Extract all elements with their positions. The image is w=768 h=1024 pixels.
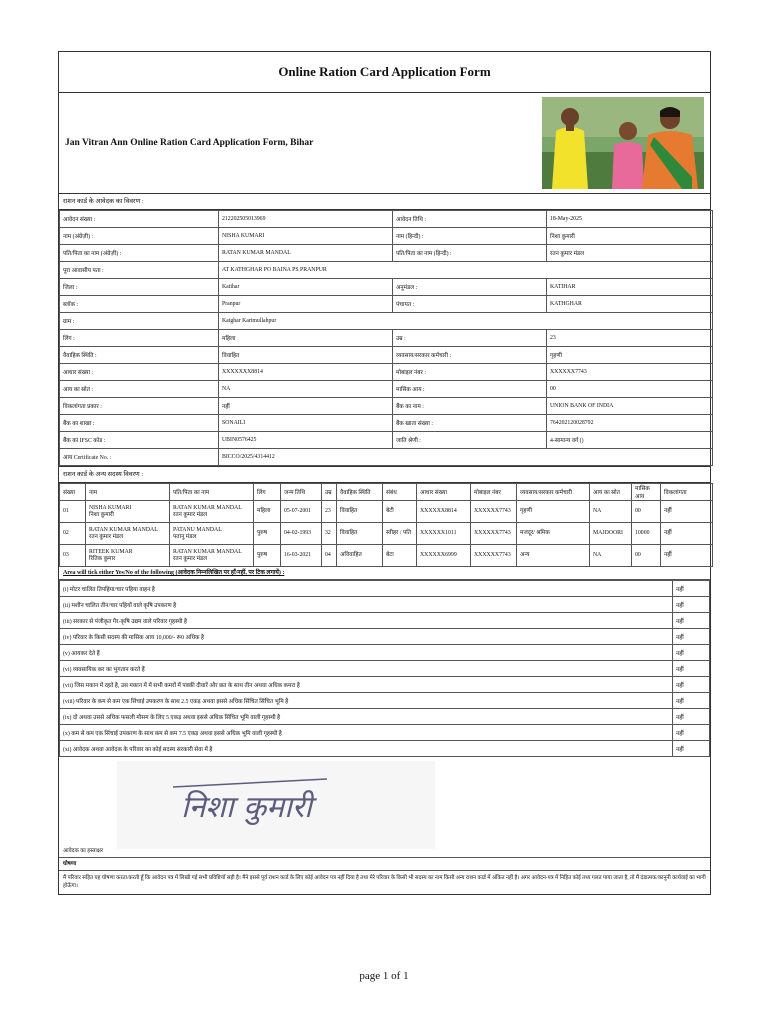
- field-label: बैंक खाता संख्या :: [393, 415, 547, 432]
- condition-answer: नहीं: [673, 677, 710, 693]
- member-name-hi: रतन कुमार मंडल: [89, 533, 124, 540]
- field-value: 212202505013969: [219, 211, 393, 228]
- member-name-hi: निशा कुमारी: [89, 511, 114, 518]
- field-label: लिंग :: [60, 330, 219, 347]
- form-header: [59, 93, 710, 194]
- field-label: नाम (अंग्रेज़ी) :: [60, 228, 219, 245]
- member-cell-relation: स्वीहर / पति: [383, 523, 417, 545]
- field-label: आय Certificate No. :: [60, 449, 219, 466]
- member-cell-marital: विवाहित: [337, 523, 383, 545]
- member-name-hi: रितिक कुमार: [89, 555, 116, 562]
- member-row: [60, 523, 713, 545]
- field-label: पूरा आवासीय पता :: [60, 262, 219, 279]
- applicant-row: [60, 262, 713, 279]
- members-header-cell: संबंध: [383, 484, 417, 501]
- condition-answer: नहीं: [673, 581, 710, 597]
- condition-row: [60, 725, 710, 741]
- member-name-en: RATAN KUMAR MANDAL: [89, 526, 158, 533]
- condition-question: (i) मोटर चालित तिपहिया/चार पहिया वाहन है: [60, 581, 673, 597]
- member-cell-income: 10000: [632, 523, 661, 545]
- condition-answer: नहीं: [673, 661, 710, 677]
- field-value: 764202120028792: [547, 415, 713, 432]
- field-label: ब्लॉक :: [60, 296, 219, 313]
- field-value: UBIN0576425: [219, 432, 393, 449]
- members-header-cell: जन्म तिथि: [281, 484, 322, 501]
- condition-answer: नहीं: [673, 693, 710, 709]
- members-header-cell: आय का स्रोत: [590, 484, 632, 501]
- condition-row: [60, 597, 710, 613]
- field-value: 18-May-2025: [547, 211, 713, 228]
- member-cell-dob: 16-03-2021: [281, 545, 322, 567]
- field-value: Pranpur: [219, 296, 393, 313]
- members-table: [59, 483, 713, 567]
- field-label: पति/पिता का नाम (अंग्रेज़ी) :: [60, 245, 219, 262]
- member-cell-income-src: MAJDOORI: [590, 523, 632, 545]
- members-header-cell: मासिक आय: [632, 484, 661, 501]
- condition-row: [60, 645, 710, 661]
- condition-question: (vii) जिस मकान में रहते है, उस मकान में में सभी कमरों में पक्की दीवारें और छत के साथ तीन अथवा अधिक कमरा है: [60, 677, 673, 693]
- member-cell-father: [170, 545, 254, 567]
- members-header-cell: उम्र: [322, 484, 337, 501]
- members-header-cell: संख्या: [60, 484, 86, 501]
- applicant-row: [60, 415, 713, 432]
- condition-question: (ix) दो अथवा उससे अधिक फसली मौसम के लिए 5 एकड़ अथवा इससे अधिक सिंचित भूमि वाली गृहस्थी है: [60, 709, 673, 725]
- signature-script: निशा कुमारी: [181, 790, 312, 825]
- member-cell-name: [86, 545, 170, 567]
- members-header-cell: आधार संख्या: [417, 484, 471, 501]
- applicant-row: [60, 449, 713, 466]
- condition-question: (iv) परिवार के किसी सदस्य की मासिक आय 10,000/- रू0 अधिक है: [60, 629, 673, 645]
- field-value: महिला: [219, 330, 393, 347]
- members-header-cell: विकलांगता: [661, 484, 713, 501]
- member-cell-aadhaar: XXXXXX8814: [417, 501, 471, 523]
- field-value: KATHGHAR: [547, 296, 713, 313]
- signature-label: आवेदक का हस्ताक्षर: [63, 848, 104, 854]
- member-cell-dob: 05-07-2001: [281, 501, 322, 523]
- condition-answer: नहीं: [673, 645, 710, 661]
- member-cell-disability: नहीं: [661, 545, 713, 567]
- member-cell-mobile: XXXXXX7743: [471, 545, 517, 567]
- condition-answer: नहीं: [673, 597, 710, 613]
- member-father-en: RATAN KUMAR MANDAL: [173, 504, 242, 511]
- field-value: AT KATHGHAR PO BAINA PS PRANPUR: [219, 262, 713, 279]
- member-row: [60, 501, 713, 523]
- field-label: बैंक का IFSC कोड :: [60, 432, 219, 449]
- member-cell-aadhaar: XXXXXX6999: [417, 545, 471, 567]
- member-name-en: RITEEK KUMAR: [89, 548, 133, 555]
- members-header-cell: व्यवसाय/सरकार कर्मचारी: [517, 484, 590, 501]
- member-cell-father: [170, 501, 254, 523]
- applicant-row: [60, 228, 713, 245]
- member-cell-age: 04: [322, 545, 337, 567]
- member-cell-disability: नहीं: [661, 501, 713, 523]
- member-cell-no: 03: [60, 545, 86, 567]
- member-cell-marital: विवाहित: [337, 501, 383, 523]
- field-label: बैंक का नाम :: [393, 398, 547, 415]
- field-label: वैवाहिक स्थिति :: [60, 347, 219, 364]
- field-value: RATAN KUMAR MANDAL: [219, 245, 393, 262]
- field-value: रतन कुमार मंडल: [547, 245, 713, 262]
- field-label: पंचायत :: [393, 296, 547, 313]
- member-cell-dob: 04-02-1993: [281, 523, 322, 545]
- applicant-row: [60, 398, 713, 415]
- page-number: page 1 of 1: [359, 970, 409, 982]
- condition-question: (vi) व्यवसायिक कर का भुगतान करते हैं: [60, 661, 673, 677]
- field-label: अनुमंडल :: [393, 279, 547, 296]
- condition-row: [60, 581, 710, 597]
- field-value: KATIHAR: [547, 279, 713, 296]
- condition-row: [60, 661, 710, 677]
- field-value: निशा कुमारी: [547, 228, 713, 245]
- member-cell-no: 01: [60, 501, 86, 523]
- field-label: नाम (हिन्दी) :: [393, 228, 547, 245]
- member-cell-mobile: XXXXXX7743: [471, 501, 517, 523]
- condition-question: (x) कम से कम एक सिंचाई उपकरण के साथ कम से कम 7.5 एकड़ अथवा इससे अधिक भूमि वाली गृहस्थी है: [60, 725, 673, 741]
- members-header-cell: पति/पिता का नाम: [170, 484, 254, 501]
- condition-question: (v) आयकर देते हैं: [60, 645, 673, 661]
- member-cell-age: 32: [322, 523, 337, 545]
- applicant-section-title: राशन कार्ड के आवेदक का विवरण :: [59, 194, 710, 210]
- signature-area: [59, 757, 710, 858]
- form-subtitle: Jan Vitran Ann Online Ration Card Application Form, Bihar: [65, 138, 314, 148]
- member-cell-father: [170, 523, 254, 545]
- application-form: [58, 51, 711, 895]
- applicant-row: [60, 330, 713, 347]
- form-title: Online Ration Card Application Form: [59, 52, 710, 93]
- field-value: 4-सामान्य वर्ग (): [547, 432, 713, 449]
- applicant-details-table: [59, 210, 713, 466]
- field-value: 00: [547, 381, 713, 398]
- member-father-hi: रतन कुमार मंडल: [173, 511, 208, 518]
- family-photo-image: [542, 97, 704, 189]
- field-value: Katghar Karimullahpur: [219, 313, 713, 330]
- field-label: आवेदन तिथि :: [393, 211, 547, 228]
- member-cell-relation: बेटा: [383, 545, 417, 567]
- field-value: Katihar: [219, 279, 393, 296]
- member-row: [60, 545, 713, 567]
- field-label: व्यवसाय/सरकार कर्मचारी :: [393, 347, 547, 364]
- condition-question: (xi) आवेदक अथवा आवेदक के परिवार का कोई सदस्य सरकारी सेवा में है: [60, 741, 673, 757]
- condition-answer: नहीं: [673, 741, 710, 757]
- condition-question: (viii) परिवार के कम से कम एक सिंचाई उपकरण के साथ 2.5 एकड़ अथवा इससे अधिक सिंचित सिंचित भूमि है: [60, 693, 673, 709]
- field-label: बैंक का शाखा :: [60, 415, 219, 432]
- member-cell-income-src: NA: [590, 501, 632, 523]
- member-cell-occupation: मजदूर/ श्रमिक: [517, 523, 590, 545]
- field-label: उम्र :: [393, 330, 547, 347]
- field-label: ग्राम :: [60, 313, 219, 330]
- condition-answer: नहीं: [673, 613, 710, 629]
- field-value: विवाहित: [219, 347, 393, 364]
- applicant-row: [60, 432, 713, 449]
- declaration-title: घोषणा: [59, 858, 710, 871]
- signature-image: [117, 761, 435, 849]
- field-value: XXXXXX7743: [547, 364, 713, 381]
- field-label: पति/पिता का नाम (हिन्दी) :: [393, 245, 547, 262]
- member-name-en: NISHA KUMARI: [89, 504, 132, 511]
- condition-row: [60, 613, 710, 629]
- member-cell-no: 02: [60, 523, 86, 545]
- member-father-hi: रतन कुमार मंडल: [173, 555, 208, 562]
- field-label: आवेदन संख्या :: [60, 211, 219, 228]
- condition-question: (ii) मशीन चालित तीन/चार पहियों वाले कृषि उपकरण है: [60, 597, 673, 613]
- condition-question: (iii) सरकार से पंजीकृत गैर-कृषि उद्यम वाले परिवार गृहस्थी है: [60, 613, 673, 629]
- member-cell-gender: पुरुष: [254, 545, 281, 567]
- member-cell-disability: नहीं: [661, 523, 713, 545]
- field-label: मोबाइल नंबर :: [393, 364, 547, 381]
- field-value: NISHA KUMARI: [219, 228, 393, 245]
- applicant-row: [60, 313, 713, 330]
- condition-row: [60, 629, 710, 645]
- member-cell-age: 23: [322, 501, 337, 523]
- member-cell-aadhaar: XXXXXX1011: [417, 523, 471, 545]
- condition-answer: नहीं: [673, 629, 710, 645]
- field-label: मासिक आय :: [393, 381, 547, 398]
- condition-row: [60, 741, 710, 757]
- member-cell-income: 00: [632, 501, 661, 523]
- field-value: UNION BANK OF INDIA: [547, 398, 713, 415]
- field-value: NA: [219, 381, 393, 398]
- members-section-title: राशन कार्ड के अन्य सदस्य विवरण :: [59, 466, 710, 483]
- member-cell-gender: महिला: [254, 501, 281, 523]
- condition-row: [60, 709, 710, 725]
- member-cell-occupation: गृहणी: [517, 501, 590, 523]
- condition-answer: नहीं: [673, 709, 710, 725]
- member-father-en: RATAN KUMAR MANDAL: [173, 548, 242, 555]
- field-value: नहीं: [219, 398, 393, 415]
- signature-drawing: [117, 761, 435, 849]
- field-label: आधार संख्या :: [60, 364, 219, 381]
- field-value: 23: [547, 330, 713, 347]
- field-label: आय का स्रोत :: [60, 381, 219, 398]
- applicant-row: [60, 347, 713, 364]
- member-cell-income: 00: [632, 545, 661, 567]
- applicant-row: [60, 211, 713, 228]
- member-cell-mobile: XXXXXX7743: [471, 523, 517, 545]
- member-father-hi: पतानु मंडल: [173, 533, 197, 540]
- member-father-en: PATANU MANDAL: [173, 526, 222, 533]
- members-header-cell: मोबाइल नंबर: [471, 484, 517, 501]
- member-cell-income-src: NA: [590, 545, 632, 567]
- conditions-table: [59, 580, 710, 757]
- member-cell-name: [86, 523, 170, 545]
- field-label: जिला :: [60, 279, 219, 296]
- conditions-title: Area will tick either Yes/No of the following (आवेदक निम्नलिखित पर हाँ/नहीं, पर टिक लगायें) :: [59, 567, 710, 580]
- member-cell-marital: अविवाहित: [337, 545, 383, 567]
- field-label: जाति श्रेणी :: [393, 432, 547, 449]
- field-value: गृहणी: [547, 347, 713, 364]
- member-cell-occupation: अन्य: [517, 545, 590, 567]
- applicant-row: [60, 381, 713, 398]
- applicant-family-photo: [542, 97, 704, 189]
- applicant-row: [60, 364, 713, 381]
- member-cell-relation: बेटी: [383, 501, 417, 523]
- condition-row: [60, 677, 710, 693]
- applicant-row: [60, 296, 713, 313]
- members-header-cell: लिंग: [254, 484, 281, 501]
- members-header-cell: नाम: [86, 484, 170, 501]
- applicant-row: [60, 279, 713, 296]
- condition-answer: नहीं: [673, 725, 710, 741]
- member-cell-gender: पुरुष: [254, 523, 281, 545]
- field-value: SONAILI: [219, 415, 393, 432]
- field-value: BICCO/2025/4314412: [219, 449, 713, 466]
- field-value: XXXXXXX8814: [219, 364, 393, 381]
- declaration-text: मैं परिवार सहित यह घोषणा करता/करती हूँ कि आवेदन पत्र में लिखी गई सभी प्रविष्टियाँ सही है। मैंने इससे पूर्व राशन कार्ड के लिए कोई आवेदन पत्र नहीं दिया है तथा मेरे परिवार के किसी भी सदस्य का नाम किसी अन्य राशन कार्ड में अंकित नहीं है। अगर आवेदन-पत्र में निहित कोई तथ्य गलत पाया जाता है, तो मैं दंडात्मक/कानूनी कार्यवाई का भागी होऊँगा।: [63, 875, 706, 890]
- applicant-row: [60, 245, 713, 262]
- field-label: विकलांगता प्रकार :: [60, 398, 219, 415]
- member-cell-name: [86, 501, 170, 523]
- condition-row: [60, 693, 710, 709]
- members-header-cell: वैवाहिक स्थिति: [337, 484, 383, 501]
